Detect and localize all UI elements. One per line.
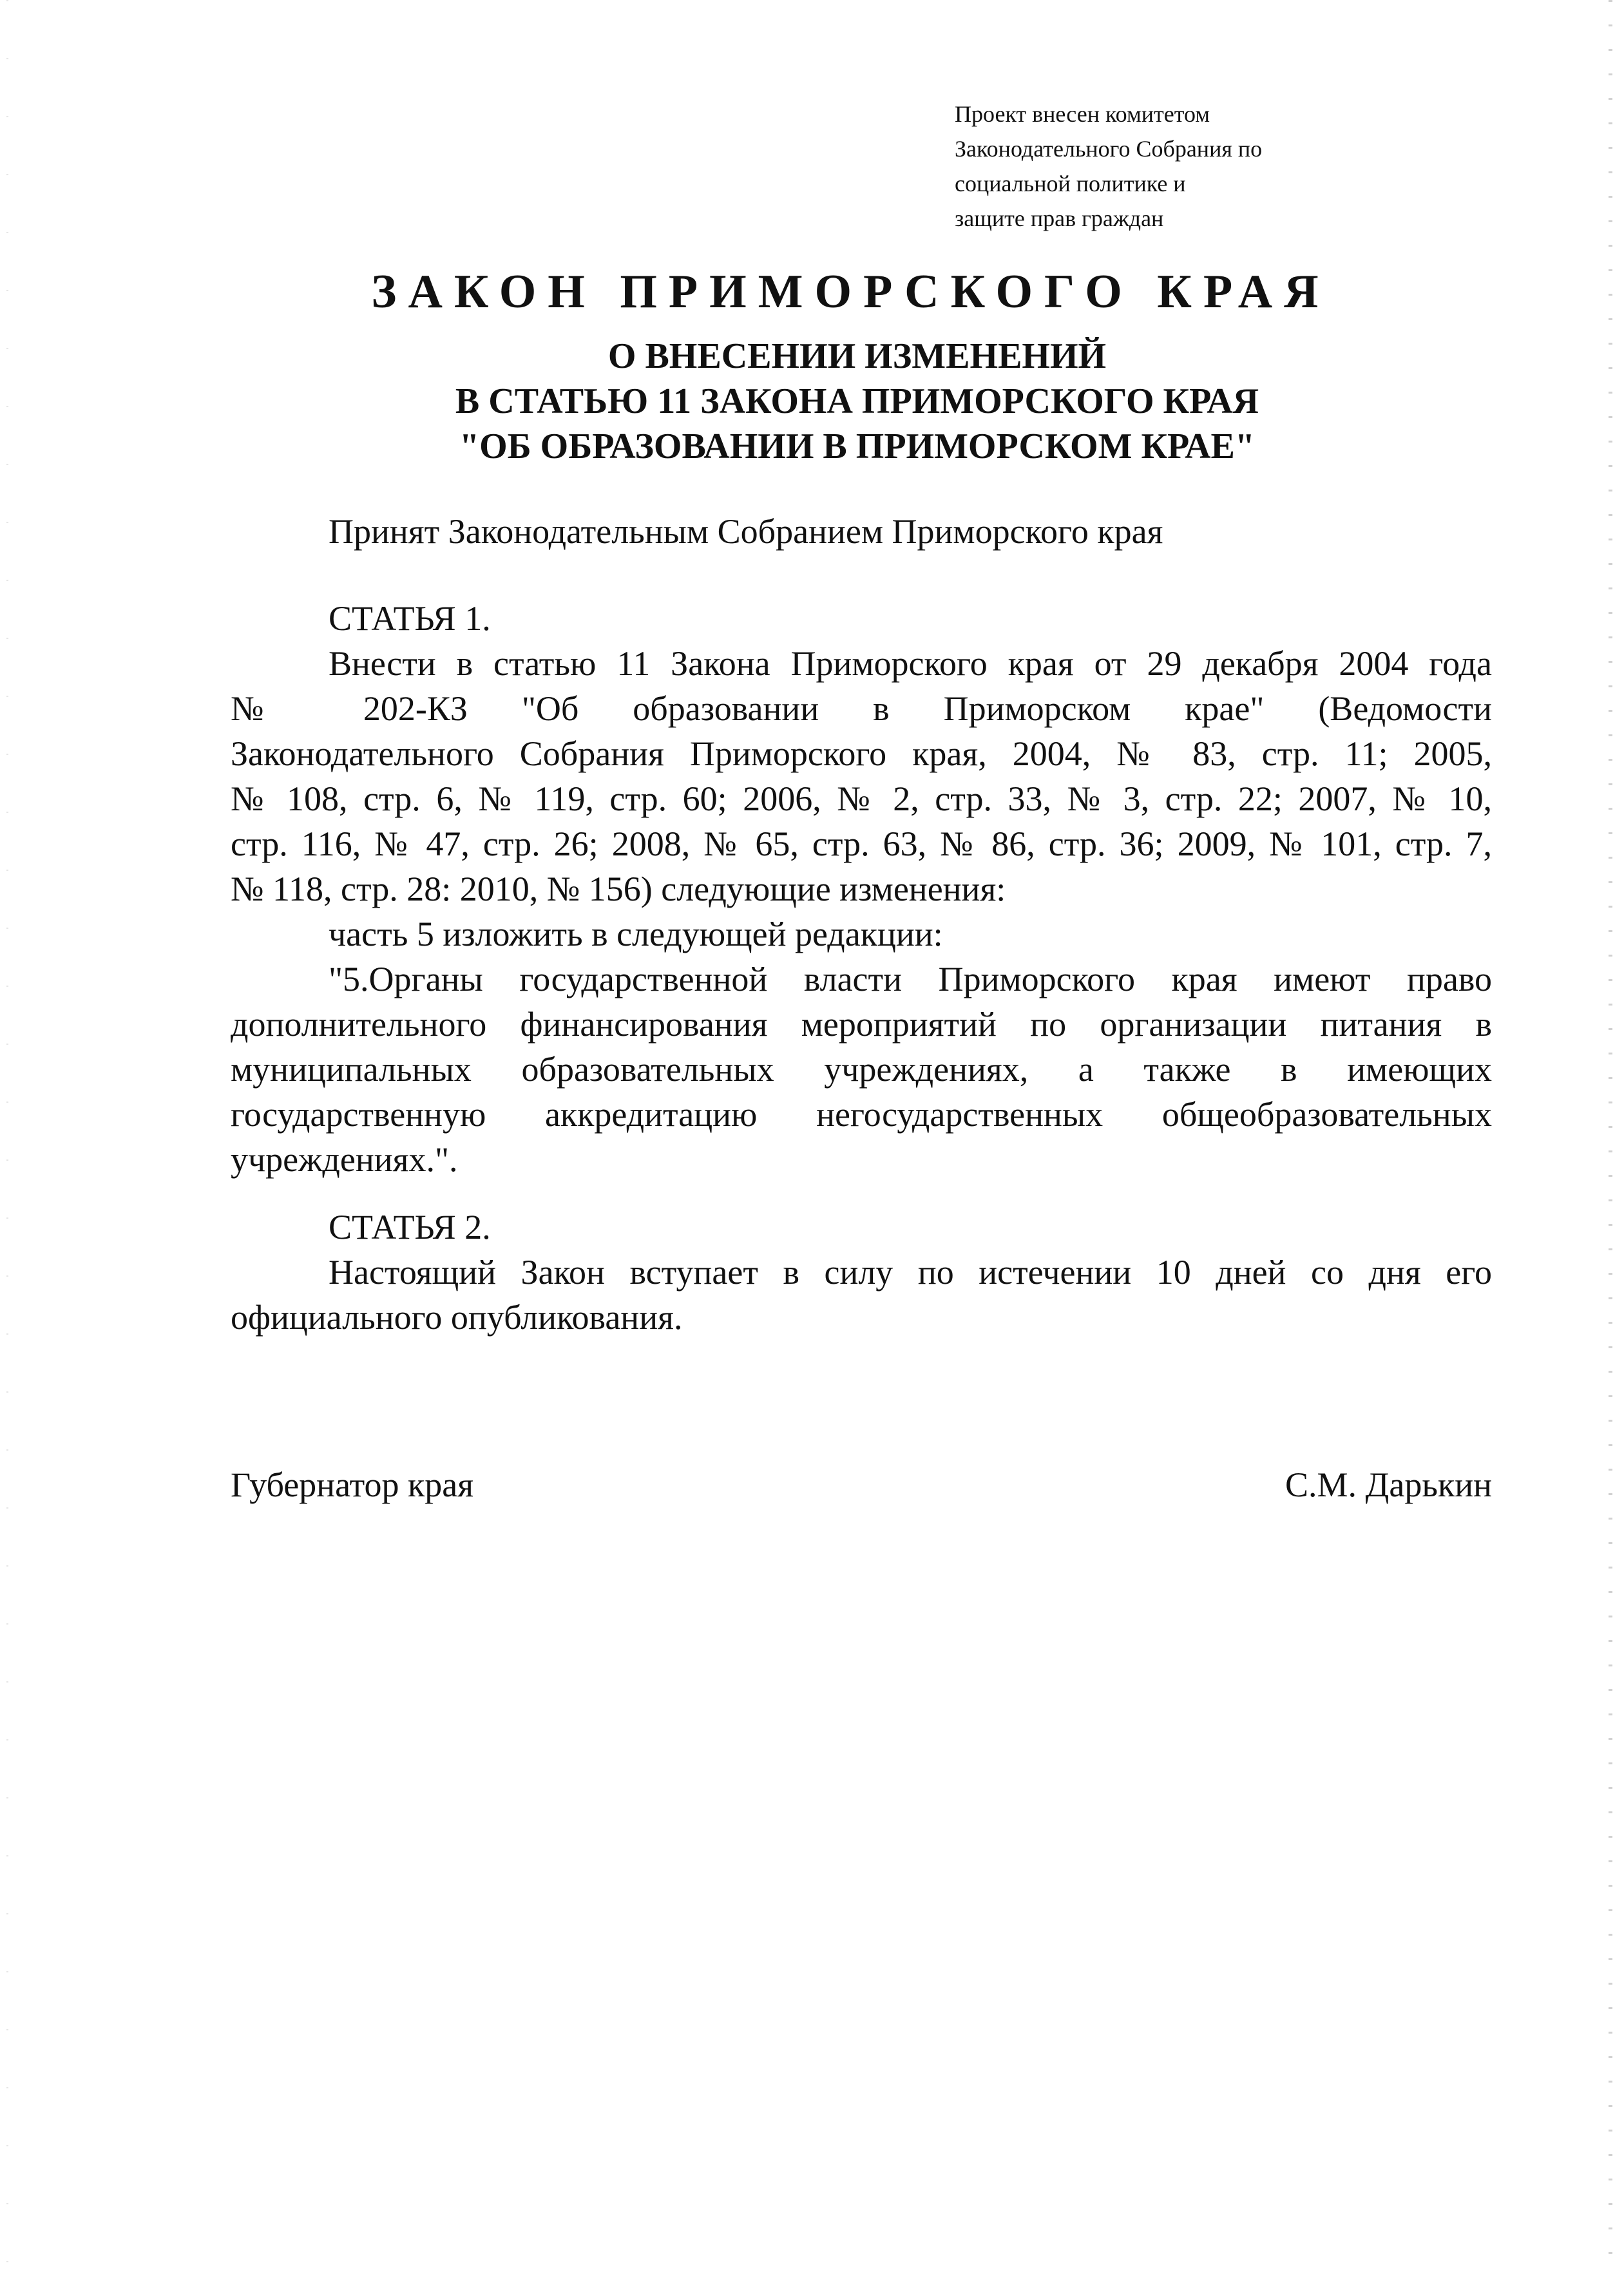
signatory-position: Губернатор края bbox=[231, 1465, 474, 1504]
article-1-line: учреждениях.". bbox=[231, 1140, 458, 1179]
article-1-line: № 202-КЗ "Об образовании в Приморском крае" (Ведомости bbox=[231, 689, 1492, 728]
subtitle-line: О ВНЕСЕНИИ ИЗМЕНЕНИЙ bbox=[607, 336, 1107, 376]
article-1-line: № 108, стр. 6, № 119, стр. 60; 2006, № 2, стр. 33, № 3, стр. 22; 2007, № 10, bbox=[231, 779, 1492, 818]
signatory-name: С.М. Дарькин bbox=[1285, 1465, 1492, 1504]
article-1-line: дополнительного финансирования мероприятий по организации питания в bbox=[231, 1005, 1492, 1044]
header-note-line: защите прав граждан bbox=[955, 205, 1164, 231]
article-1 bbox=[231, 596, 1492, 1182]
adoption-statement: Принят Законодательным Собранием Приморского края bbox=[329, 512, 1163, 551]
article-1-line: Законодательного Собрания Приморского края, 2004, № 83, стр. 11; 2005, bbox=[231, 734, 1492, 773]
subtitle-line: "ОБ ОБРАЗОВАНИИ В ПРИМОРСКОМ КРАЕ" bbox=[459, 426, 1255, 466]
article-2-heading: СТАТЬЯ 2. bbox=[329, 1208, 491, 1246]
article-1-line: "5.Органы государственной власти Приморского края имеют право bbox=[329, 960, 1492, 998]
signature-block bbox=[231, 1462, 1492, 1507]
article-1-line: часть 5 изложить в следующей редакции: bbox=[329, 915, 943, 953]
article-1-line: государственную аккредитацию негосударственных общеобразовательных bbox=[231, 1095, 1492, 1134]
article-2-line: официального опубликования. bbox=[231, 1298, 683, 1337]
header-note-line: социальной политике и bbox=[955, 171, 1186, 196]
header-note-line: Законодательного Собрания по bbox=[955, 136, 1263, 162]
header-note-line: Проект внесен комитетом bbox=[955, 101, 1210, 127]
article-2-line: Настоящий Закон вступает в силу по истечении 10 дней со дня его bbox=[329, 1253, 1492, 1292]
article-1-line: муниципальных образовательных учреждениях, а также в имеющих bbox=[231, 1050, 1492, 1089]
subtitle-line: В СТАТЬЮ 11 ЗАКОНА ПРИМОРСКОГО КРАЯ bbox=[455, 381, 1259, 421]
article-2 bbox=[231, 1205, 1492, 1340]
article-1-line: № 118, стр. 28: 2010, № 156) следующие изменения: bbox=[231, 870, 1006, 908]
article-1-line: стр. 116, № 47, стр. 26; 2008, № 65, стр. 63, № 86, стр. 36; 2009, № 101, стр. 7, bbox=[231, 825, 1492, 863]
law-subtitle bbox=[0, 334, 1624, 469]
law-title: ЗАКОН ПРИМОРСКОГО КРАЯ bbox=[371, 265, 1330, 318]
project-submitted-note bbox=[955, 97, 1406, 236]
article-1-heading: СТАТЬЯ 1. bbox=[329, 599, 491, 638]
article-1-line: Внести в статью 11 Закона Приморского края от 29 декабря 2004 года bbox=[329, 644, 1492, 683]
